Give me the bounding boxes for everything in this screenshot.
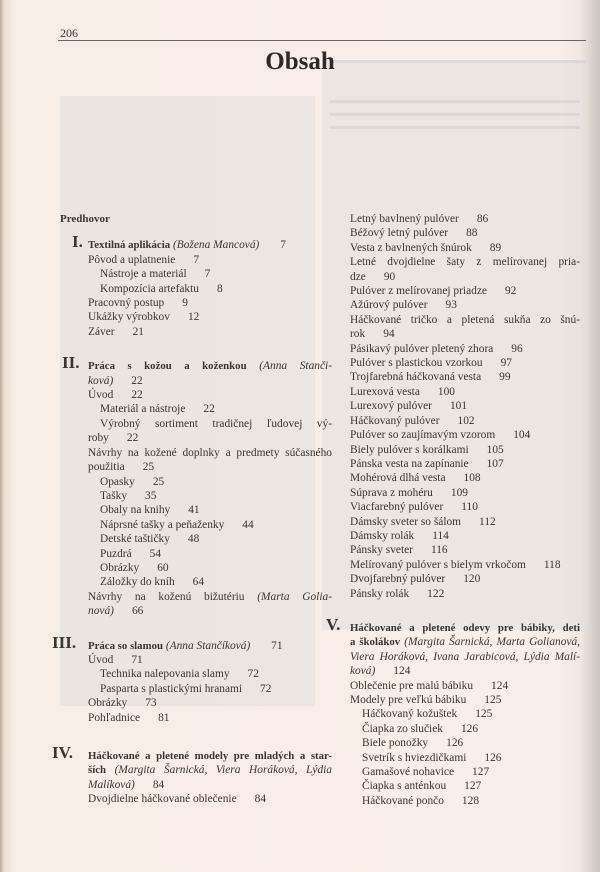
toc-entry [88,253,332,267]
entry-text: Háčkované tričko a pletená sukňa zo šnú- [350,313,580,326]
entry-text: Návrhy na koženú bižutériu [88,590,245,603]
toc-entry [88,489,332,503]
chapter-heading-cont [88,374,332,388]
toc-entry [88,696,332,710]
entry-text: Záver [88,325,115,338]
entry-page: 64 [192,576,205,589]
entry-page: 110 [461,501,478,514]
toc-entry-cont [88,431,332,445]
entry-text: Gamašové nohavice [362,766,455,779]
entry-page: 92 [504,285,517,298]
entry-page: 89 [489,241,502,254]
entry-text: Detské taštičky [100,533,170,546]
entry-text: Dámsky rolák [350,529,415,542]
entry-text: Nástroje a materiál [100,268,187,281]
bleed-through-line [330,113,580,116]
entry-text: Letný bavlnený pulóver [350,213,459,225]
toc-entry [350,751,580,765]
chapter-page: 22 [131,374,143,387]
chapter-title: Háčkované a pletené modely pre mladých a star- [88,750,332,762]
entry-text-cont: rok [350,328,366,341]
entry-page: 99 [499,371,511,384]
toc-chapter-5 [322,614,581,808]
header-rule [58,40,586,41]
entry-text-cont: dze [350,270,366,283]
entry-text: Úvod [88,653,114,666]
entry-page: 124 [491,679,509,692]
entry-text: Pôvod a uplatnenie [88,253,176,266]
chapter-numeral: III. [52,632,77,652]
entry-text: Návrhy na kožené doplnky a predmety súčasného [88,446,332,459]
toc-entry [88,532,332,546]
toc-entry [350,679,580,693]
toc-entry [88,547,332,561]
entry-text: Záložky do kníh [100,576,175,589]
entry-page: 8 [217,282,223,295]
entry-page: 122 [427,587,445,600]
toc-entry [350,212,580,226]
chapter-heading-cont [88,763,332,777]
chapter-heading [88,639,332,653]
toc-column-left [52,212,333,807]
chapter-heading [88,359,332,373]
entry-page: 84 [254,793,267,806]
entry-page: 25 [142,461,155,474]
entry-page: 109 [450,486,468,499]
entry-text: Puzdrá [100,547,132,560]
entry-page: 44 [242,518,254,531]
entry-authors: (Marta Golia- [257,590,332,603]
entry-page: 7 [204,268,211,281]
toc-entry [350,428,580,442]
entry-text: Pohľadnice [88,711,141,724]
entry-page: 66 [131,605,144,618]
toc-entry [350,779,580,793]
entry-text: Lurexový pulóver [350,400,432,413]
entry-page: 125 [484,694,502,706]
entry-text: Obrázky [88,697,128,710]
toc-entry [350,587,580,601]
page-title: Obsah [265,48,335,75]
toc-entry-cont [350,327,580,341]
entry-text: Trojfarebná háčkovaná vesta [350,371,482,384]
toc-entry [350,722,580,736]
entry-page: 128 [461,794,480,807]
toc-entry [350,356,580,370]
toc-entry [88,446,332,460]
entry-page: 107 [486,457,504,470]
toc-entry [88,310,332,324]
chapter-heading [88,749,332,763]
entry-text: Vesta z bavlnených šnúrok [350,241,472,254]
entry-page: 96 [511,342,523,355]
toc-entry [350,486,580,500]
entry-page: 94 [383,328,395,341]
toc-entry [350,443,580,457]
bleed-through-line [330,126,580,129]
entry-text: Čiapka s anténkou [362,780,447,793]
chapter-authors-cont: Malíková) [88,778,135,791]
chapter-authors: (Margita Šarnická, Viera Horáková, Lýdia [114,764,332,777]
entry-text: Letné dvojdielne šaty z melírovanej pria- [350,256,580,269]
toc-entry [350,529,580,543]
toc-entry [88,561,332,575]
entry-text-cont: použitia [88,461,125,474]
entry-page: 54 [149,547,162,560]
toc-entry [88,518,332,532]
entry-page: 86 [476,213,489,225]
toc-entry [350,255,580,269]
page-number: 206 [60,26,78,40]
entry-authors-cont: nová) [88,605,114,618]
entry-page: 105 [486,443,504,456]
entry-text-cont: roby [88,432,109,445]
entry-page: 72 [247,668,259,681]
entry-page: 22 [203,403,215,416]
toc-entry [88,325,332,339]
entry-page: 35 [145,489,157,502]
entry-text: Viacfarebný pulóver [350,501,444,514]
entry-text: Béžový letný pulóver [350,227,449,240]
toc-entry-cont [88,604,332,618]
entry-page: 104 [513,429,531,442]
entry-page: 126 [460,722,479,735]
toc-entry [350,342,580,356]
chapter-heading-cont [350,650,580,664]
chapter-authors: (Anna Stanči- [259,360,333,373]
toc-entry [350,558,580,572]
toc-entry [88,575,332,589]
toc-entry [350,241,580,255]
chapter-page: 7 [280,239,286,252]
chapter-title-cont: ších [88,764,106,777]
toc-entry [350,399,580,413]
toc-entry [350,385,580,399]
entry-page: 60 [157,561,169,574]
chapter-authors-cont: Viera Horáková, Ivana Jarabicová, Lýdia Malí- [350,650,580,663]
toc-entry [88,267,332,281]
toc-entry [88,503,332,517]
toc-entry [350,226,580,240]
entry-page: 118 [543,558,561,571]
chapter-title-cont: a školákov [350,636,401,649]
bleed-through-line [330,100,580,103]
chapter-authors-cont: ková) [88,374,114,387]
entry-page: 93 [445,299,457,312]
toc-entry [88,388,332,402]
entry-text: Pánsky rolák [350,587,410,600]
chapter-page: 84 [152,778,165,791]
entry-text: Dvojfarebný pulóver [350,573,446,586]
toc-entry [350,515,580,529]
entry-text: Dámsky sveter so šálom [350,515,462,528]
toc-entry [88,475,332,489]
entry-page: 41 [188,504,200,517]
entry-text: Náprsné tašky a peňaženky [100,518,225,531]
entry-page: 127 [472,766,490,779]
toc-entry [88,792,332,806]
entry-page: 108 [463,472,481,485]
toc-entry-cont [350,270,580,284]
toc-entry [88,667,332,681]
entry-text: Háčkovaný kožuštek [362,708,458,721]
toc-chapter-2 [60,353,333,618]
toc-entry [350,693,580,707]
entry-page: 116 [430,544,448,557]
entry-text: Kompozícia artefaktu [100,282,199,295]
entry-text: Modely pre veľkú bábiku [350,694,467,706]
entry-page: 22 [131,389,143,402]
entry-text: Mohérová dlhá vesta [350,472,446,485]
entry-page: 125 [475,708,493,721]
toc-entry [350,313,580,327]
chapter-authors: (Božena Mancová) [172,239,260,252]
toc-entry [350,707,580,721]
toc-entry [350,284,580,298]
entry-text: Pulóver s plastickou vzorkou [350,357,483,370]
entry-text: Melírovaný pulóver s bielym vrkočom [350,558,526,571]
chapter-numeral: V. [326,614,341,634]
toc-entry [350,500,580,514]
toc-preface: Predhovor [60,213,110,225]
entry-text: Dvojdielne háčkované oblečenie [88,793,237,806]
chapter-heading [350,621,580,635]
toc-entry [88,417,332,431]
toc-entry [350,414,580,428]
entry-page: 101 [449,400,468,413]
entry-text: Pásikavý pulóver pletený zhora [350,342,494,355]
chapter-page: 124 [393,665,411,678]
entry-text: Lurexová vesta [350,385,420,398]
entry-text: Obrázky [100,561,140,574]
entry-text: Pulóver so zaujímavým vzorom [350,429,496,442]
entry-text: Oblečenie pre malú bábiku [350,679,474,692]
toc-entry [350,794,580,808]
entry-text: Svetrík s hviezdičkami [362,751,467,764]
entry-page: 114 [432,529,449,542]
entry-page: 126 [484,751,502,764]
entry-page: 90 [383,270,396,283]
toc-entry [88,296,332,310]
chapter-authors: (Margita Šarnická, Marta Golianová, [404,636,581,649]
entry-page: 25 [152,475,165,488]
entry-page: 97 [500,357,512,370]
toc-entry [350,457,580,471]
chapter-heading-cont [350,664,580,678]
entry-page: 22 [126,432,139,445]
toc-entry [350,543,580,557]
toc-entry [88,711,332,725]
toc-entry [350,471,580,485]
entry-text: Ukážky výrobkov [88,311,170,324]
entry-page: 120 [463,573,481,586]
entry-page: 21 [132,325,144,338]
entry-text: Úvod [88,389,114,402]
entry-page: 71 [131,653,143,666]
entry-text: Súprava z mohéru [350,486,433,499]
chapter-heading-cont [350,635,580,649]
toc-entry [88,590,332,604]
entry-page: 7 [193,253,200,266]
toc-entry [350,736,580,750]
chapter-title: Háčkované a pletené odevy pre bábiky, deti [350,621,580,634]
entry-text: Opasky [100,475,135,488]
entry-text: Tašky [100,489,128,502]
chapter-title: Textilná aplikácia [88,239,171,252]
entry-text: Háčkovaný pulóver [350,414,440,427]
entry-page: 9 [182,297,188,310]
chapter-authors: (Anna Stančíková) [165,639,251,652]
entry-page: 100 [437,385,455,398]
chapter-numeral: II. [62,353,80,373]
chapter-numeral: IV. [52,743,73,762]
toc-entry [350,370,580,384]
chapter-numeral: I. [72,232,83,252]
entry-text: Obaly na knihy [100,504,171,517]
entry-text: Materiál a nástroje [100,403,186,416]
toc-chapter-3 [52,632,332,725]
toc-entry [88,682,332,696]
entry-page: 81 [158,711,170,724]
entry-text: Háčkované pončo [362,794,444,807]
entry-text: Biely pulóver s korálkami [350,443,469,456]
chapter-title: Práca s kožou a koženkou [88,360,247,373]
entry-text: Pracovný postup [88,297,165,310]
entry-page: 102 [457,414,475,427]
toc-entry-cont [88,460,332,474]
entry-text: Pasparta s plastickými hranami [100,682,243,695]
entry-page: 73 [145,697,157,710]
toc-column-right [326,212,581,808]
entry-text: Biele ponožky [362,737,429,750]
chapter-authors-cont: ková) [350,665,376,678]
entry-text: Pulóver z melírovanej priadze [350,285,487,298]
entry-page: 112 [479,515,496,528]
entry-page: 88 [466,227,478,240]
toc-entry [88,282,332,296]
entry-page: 48 [187,533,200,546]
chapter-title: Práca so slamou [88,639,163,652]
toc-entry [88,653,332,667]
toc-chapter-4 [52,743,332,807]
chapter-heading-cont [88,778,332,792]
toc-entry [350,298,580,312]
entry-page: 72 [260,682,272,695]
toc-entry [88,402,332,416]
entry-page: 127 [464,780,482,793]
entry-text: Ažúrový pulóver [350,299,428,312]
entry-text: Výrobný sortiment tradičnej ľudovej vý- [100,417,332,430]
entry-page: 126 [446,737,464,750]
chapter-heading [88,238,332,252]
entry-text: Technika nalepovania slamy [100,668,230,681]
chapter-page: 71 [271,639,283,652]
entry-text: Pánska vesta na zapínanie [350,457,469,470]
entry-page: 12 [187,311,200,324]
toc-chapter-1 [60,232,332,339]
entry-text: Pánsky sveter [350,544,413,557]
toc-entry [350,765,580,779]
entry-text: Čiapka zo slučiek [362,722,443,735]
toc-entry [350,572,580,586]
